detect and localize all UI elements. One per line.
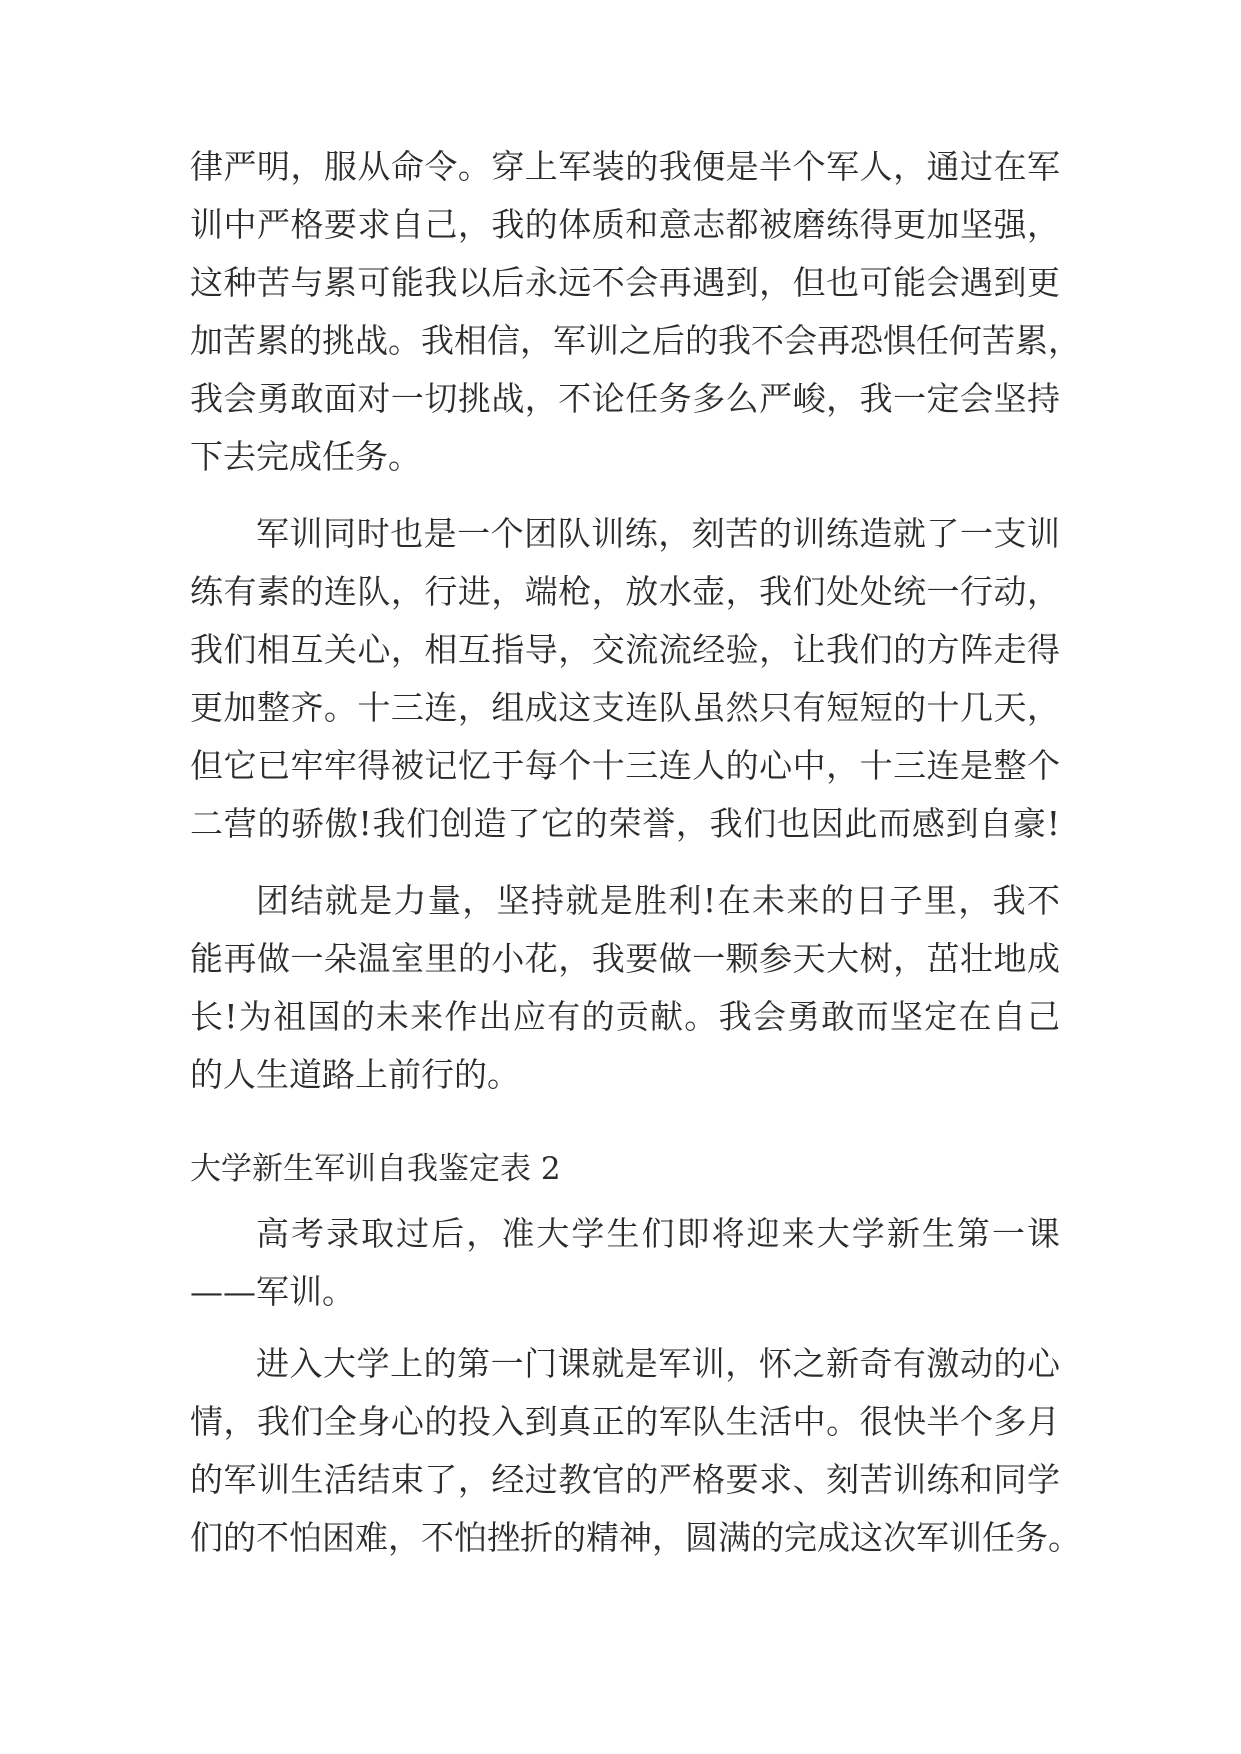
paragraph-line: 二营的骄傲!我们创造了它的荣誉，我们也因此而感到自豪! — [190, 804, 1060, 843]
paragraph-line: 进入大学上的第一门课就是军训，怀之新奇有激动的心 — [256, 1344, 1060, 1383]
paragraph-line: 能再做一朵温室里的小花，我要做一颗参天大树，茁壮地成 — [190, 939, 1060, 978]
paragraph-line: 情，我们全身心的投入到真正的军队生活中。很快半个多月 — [190, 1402, 1060, 1441]
paragraph-line: 下去完成任务。 — [190, 437, 421, 476]
paragraph-line: 我会勇敢面对一切挑战，不论任务多么严峻，我一定会坚持 — [190, 379, 1060, 418]
paragraph-line: 我们相互关心，相互指导，交流流经验，让我们的方阵走得 — [190, 630, 1060, 669]
paragraph-line: 但它已牢牢得被记忆于每个十三连人的心中，十三连是整个 — [190, 746, 1060, 785]
paragraph-line: 更加整齐。十三连，组成这支连队虽然只有短短的十几天， — [190, 688, 1060, 727]
paragraph-line: 长!为祖国的未来作出应有的贡献。我会勇敢而坚定在自己 — [190, 997, 1060, 1036]
paragraph-line: 律严明，服从命令。穿上军装的我便是半个军人，通过在军 — [190, 147, 1060, 186]
paragraph-line: 高考录取过后，准大学生们即将迎来大学新生第一课 — [256, 1214, 1060, 1253]
paragraph-line: 军训同时也是一个团队训练，刻苦的训练造就了一支训 — [256, 514, 1060, 553]
paragraph-line: 加苦累的挑战。我相信，军训之后的我不会再恐惧任何苦累， — [190, 321, 1081, 360]
paragraph-line: 的军训生活结束了，经过教官的严格要求、刻苦训练和同学 — [190, 1460, 1060, 1499]
paragraph-line: 们的不怕困难，不怕挫折的精神，圆满的完成这次军训任务。 — [190, 1518, 1081, 1557]
section-heading: 大学新生军训自我鉴定表 2 — [190, 1151, 561, 1187]
paragraph-line: 练有素的连队，行进，端枪，放水壶，我们处处统一行动， — [190, 572, 1060, 611]
paragraph-line: 团结就是力量，坚持就是胜利!在未来的日子里，我不 — [256, 881, 1060, 920]
paragraph-line: ——军训。 — [190, 1272, 355, 1311]
paragraph-line: 这种苦与累可能我以后永远不会再遇到，但也可能会遇到更 — [190, 263, 1060, 302]
paragraph-line: 的人生道路上前行的。 — [190, 1055, 520, 1094]
paragraph-line: 训中严格要求自己，我的体质和意志都被磨练得更加坚强， — [190, 205, 1060, 244]
